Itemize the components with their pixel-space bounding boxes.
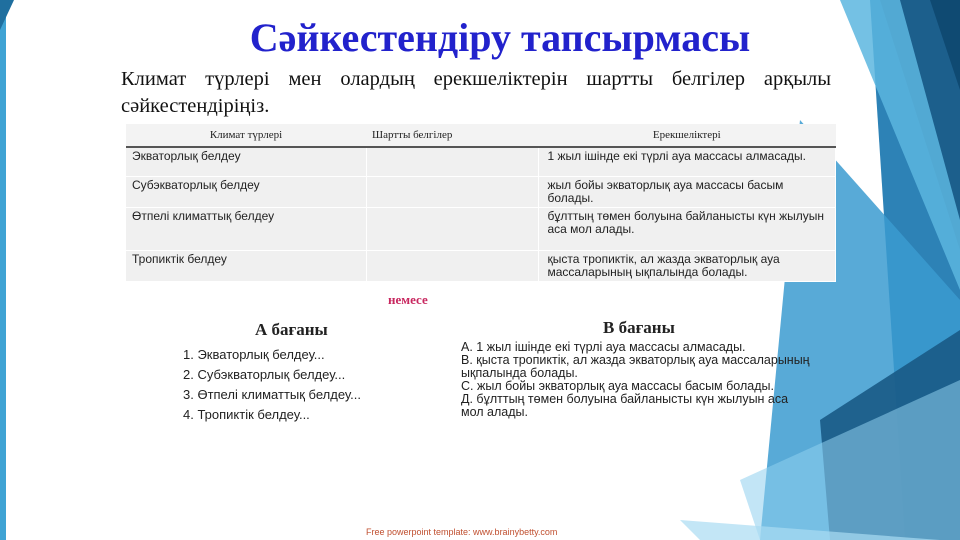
or-separator: немесе bbox=[388, 292, 428, 307]
list-item: 3. Өтпелі климаттық белдеу... bbox=[183, 387, 361, 402]
table-row bbox=[126, 147, 836, 177]
header-symbols: Шартты белгілер bbox=[366, 124, 538, 147]
task-instructions: Климат түрлері мен олардың ерекшеліктерін шартты белгілер арқылы сәйкестендіріңіз. bbox=[121, 68, 831, 117]
climate-type-cell: Өтпелі климаттық белдеу bbox=[126, 208, 366, 251]
slide-title: Сәйкестендіру тапсырмасы bbox=[249, 15, 751, 60]
column-b-list bbox=[461, 341, 811, 419]
symbol-cell[interactable] bbox=[366, 208, 538, 251]
climate-type-cell: Субэкваторлық белдеу bbox=[126, 177, 366, 208]
footer-credit[interactable]: Free powerpoint template: www.brainybetty.com bbox=[366, 527, 558, 537]
climate-type-cell: Экваторлық белдеу bbox=[126, 147, 366, 177]
table-header-row bbox=[126, 124, 836, 147]
column-a-list bbox=[183, 345, 361, 425]
climate-table bbox=[126, 124, 836, 282]
feature-cell: қыста тропиктік, ал жазда экваторлық ауа массаларының ықпалында болады. bbox=[538, 251, 836, 282]
table-row bbox=[126, 251, 836, 282]
symbol-cell[interactable] bbox=[366, 147, 538, 177]
list-item: 4. Тропиктік белдеу... bbox=[183, 407, 310, 422]
list-item: С. жыл бойы экваторлық ауа массасы басым болады. bbox=[461, 379, 774, 393]
list-item: 2. Субэкваторлық белдеу... bbox=[183, 367, 346, 382]
header-climate-types: Климат түрлері bbox=[126, 124, 366, 147]
table-row bbox=[126, 177, 836, 208]
column-a-title: А бағаны bbox=[255, 320, 328, 339]
feature-cell: бұлттың төмен болуына байланысты күн жылуын аса мол алады. bbox=[538, 208, 836, 251]
feature-cell: 1 жыл ішінде екі түрлі ауа массасы алмасады. bbox=[538, 147, 836, 177]
header-features: Ерекшеліктері bbox=[538, 124, 836, 147]
symbol-cell[interactable] bbox=[366, 177, 538, 208]
list-item: Д. бұлттың төмен болуына байланысты күн жылуын аса мол алады. bbox=[461, 392, 789, 419]
list-item: В. қыста тропиктік, ал жазда экваторлық ауа массаларының ықпалында болады. bbox=[461, 353, 810, 380]
climate-type-cell: Тропиктік белдеу bbox=[126, 251, 366, 282]
table-row bbox=[126, 208, 836, 251]
symbol-cell[interactable] bbox=[366, 251, 538, 282]
list-item: 1. Экваторлық белдеу... bbox=[183, 347, 325, 362]
feature-cell: жыл бойы экваторлық ауа массасы басым болады. bbox=[538, 177, 836, 208]
column-b-title: В бағаны bbox=[603, 318, 675, 337]
list-item: А. 1 жыл ішінде екі түрлі ауа массасы алмасады. bbox=[461, 340, 746, 354]
